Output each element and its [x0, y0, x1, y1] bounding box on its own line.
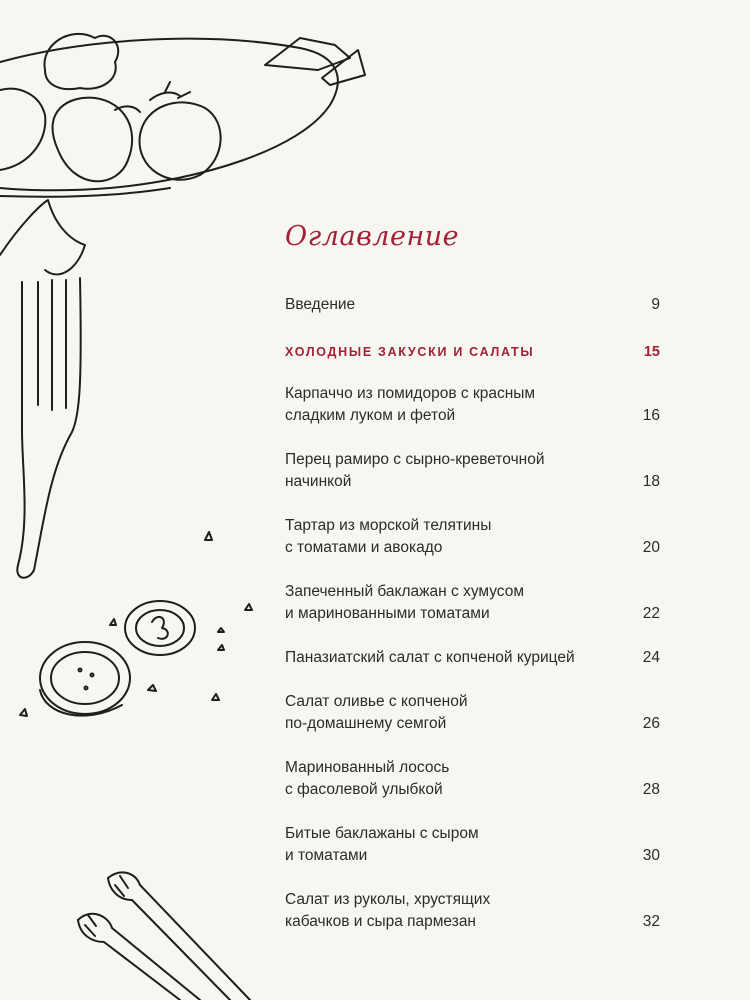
fork-icon	[0, 200, 85, 578]
toc-entry[interactable]	[285, 581, 660, 625]
asparagus-icon	[78, 872, 250, 1000]
page-number: 16	[642, 407, 660, 424]
entry-title-line-2: начинкой	[285, 473, 352, 490]
toc-entry[interactable]	[285, 647, 660, 669]
page-number: 30	[642, 847, 660, 864]
entry-title-line-2: с томатами и авокадо	[285, 539, 443, 556]
toc-entry[interactable]	[285, 449, 660, 493]
entry-title-line-1: Битые баклажаны с сыром	[285, 825, 479, 842]
toc-section-heading[interactable]	[285, 341, 660, 363]
toc-title: Оглавление	[285, 221, 460, 252]
entry-title-line-2: по-домашнему семгой	[285, 715, 447, 732]
entry-title-line-2: и томатами	[285, 847, 368, 864]
entry-title-line-2: с фасолевой улыбкой	[285, 781, 443, 798]
tomato-icon	[0, 34, 221, 181]
toc-entry[interactable]	[285, 889, 660, 933]
entry-title-line-2: сладким луком и фетой	[285, 407, 456, 424]
toc-entry[interactable]	[285, 691, 660, 735]
page-number: 9	[651, 296, 660, 313]
page-number: 32	[642, 913, 660, 930]
entry-title-line-1: Запеченный баклажан с хумусом	[285, 583, 525, 600]
entry-title-line-1: Тартар из морской телятины	[285, 517, 492, 534]
table-of-contents	[285, 220, 660, 933]
toc-entry[interactable]	[285, 383, 660, 427]
page-number: 15	[643, 344, 660, 360]
toc-entry[interactable]	[285, 515, 660, 559]
entry-title-line-2: и маринованными томатами	[285, 605, 490, 622]
entry-title: Паназиатский салат с копченой курицей	[285, 649, 575, 666]
page-number: 24	[642, 649, 660, 666]
toc-entry[interactable]	[285, 294, 660, 316]
section-title: ХОЛОДНЫЕ ЗАКУСКИ И САЛАТЫ	[285, 345, 535, 359]
entry-title: Введение	[285, 296, 356, 313]
toc-entry[interactable]	[285, 757, 660, 801]
plate-icon	[0, 39, 338, 197]
page-number: 22	[642, 605, 660, 622]
page-number: 28	[642, 781, 660, 798]
page-number: 20	[642, 539, 660, 556]
entry-title-line-1: Салат оливье с копченой	[285, 693, 468, 710]
page-number: 18	[642, 473, 660, 490]
entry-title-line-1: Салат из руколы, хрустящих	[285, 891, 491, 908]
entry-title-line-1: Перец рамиро с сырно-креветочной	[285, 451, 545, 468]
entry-title-line-2: кабачков и сыра пармезан	[285, 913, 476, 930]
toc-entry[interactable]	[285, 823, 660, 867]
entry-title-line-1: Маринованный лосось	[285, 759, 450, 776]
cucumber-icon	[20, 532, 252, 716]
page-number: 26	[642, 715, 660, 732]
entry-title-line-1: Карпаччо из помидоров с красным	[285, 385, 536, 402]
